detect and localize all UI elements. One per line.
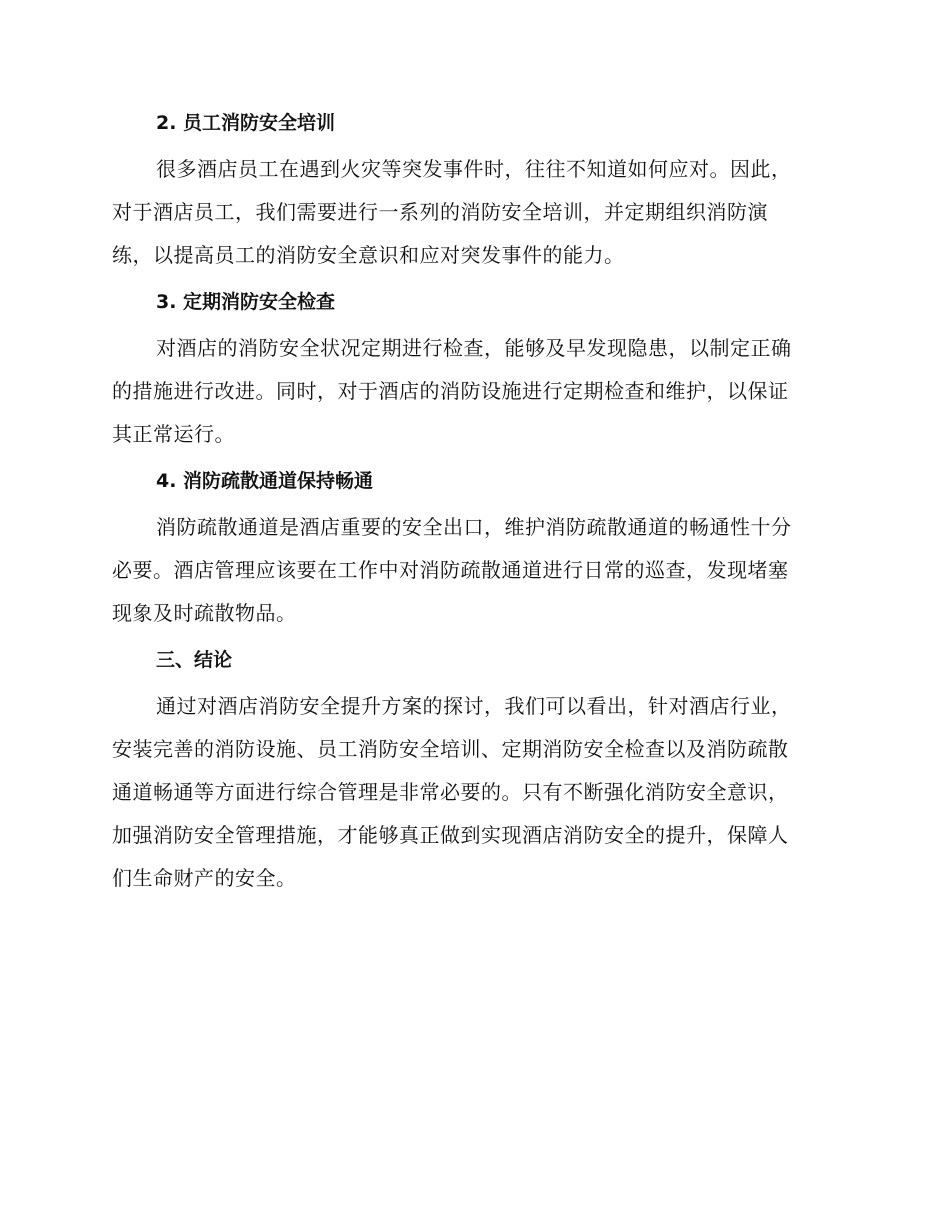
section-paragraph bbox=[112, 685, 830, 900]
paragraph-line: 通道畅通等方面进行综合管理是非常必要的。只有不断强化消防安全意识， bbox=[112, 780, 789, 804]
paragraph-line: 对于酒店员工，我们需要进行一系列的消防安全培训，并定期组织消防演 bbox=[112, 200, 768, 224]
section-heading: 3. 定期消防安全检查 bbox=[156, 291, 336, 313]
paragraph-line: 对酒店的消防安全状况定期进行检查，能够及早发现隐患，以制定正确 bbox=[156, 336, 792, 360]
paragraph-line: 很多酒店员工在遇到火灾等突发事件时，往往不知道如何应对。因此， bbox=[156, 157, 792, 181]
section-paragraph bbox=[112, 506, 830, 635]
paragraph-line: 现象及时疏散物品。 bbox=[112, 601, 297, 625]
section-regular-inspection bbox=[112, 287, 830, 456]
paragraph-line: 必要。酒店管理应该要在工作中对消防疏散通道进行日常的巡查，发现堵塞 bbox=[112, 558, 789, 582]
paragraph-line: 通过对酒店消防安全提升方案的探讨，我们可以看出，针对酒店行业， bbox=[156, 694, 792, 718]
paragraph-line: 安装完善的消防设施、员工消防安全培训、定期消防安全检查以及消防疏散 bbox=[112, 737, 789, 761]
paragraph-line: 加强消防安全管理措施，才能够真正做到实现酒店消防安全的提升，保障人 bbox=[112, 823, 789, 847]
paragraph-line: 其正常运行。 bbox=[112, 422, 235, 446]
section-heading: 三、结论 bbox=[156, 649, 233, 671]
paragraph-line: 消防疏散通道是酒店重要的安全出口，维护消防疏散通道的畅通性十分 bbox=[156, 515, 792, 539]
section-paragraph bbox=[112, 148, 830, 277]
paragraph-line: 的措施进行改进。同时，对于酒店的消防设施进行定期检查和维护，以保证 bbox=[112, 379, 789, 403]
paragraph-line: 们生命财产的安全。 bbox=[112, 866, 297, 890]
section-heading: 4. 消防疏散通道保持畅通 bbox=[156, 470, 374, 492]
section-conclusion bbox=[112, 645, 830, 900]
section-heading: 2. 员工消防安全培训 bbox=[156, 112, 336, 134]
section-evacuation-routes bbox=[112, 466, 830, 635]
section-staff-training bbox=[112, 108, 830, 277]
section-paragraph bbox=[112, 327, 830, 456]
paragraph-line: 练，以提高员工的消防安全意识和应对突发事件的能力。 bbox=[112, 243, 625, 267]
document-page bbox=[112, 108, 830, 910]
